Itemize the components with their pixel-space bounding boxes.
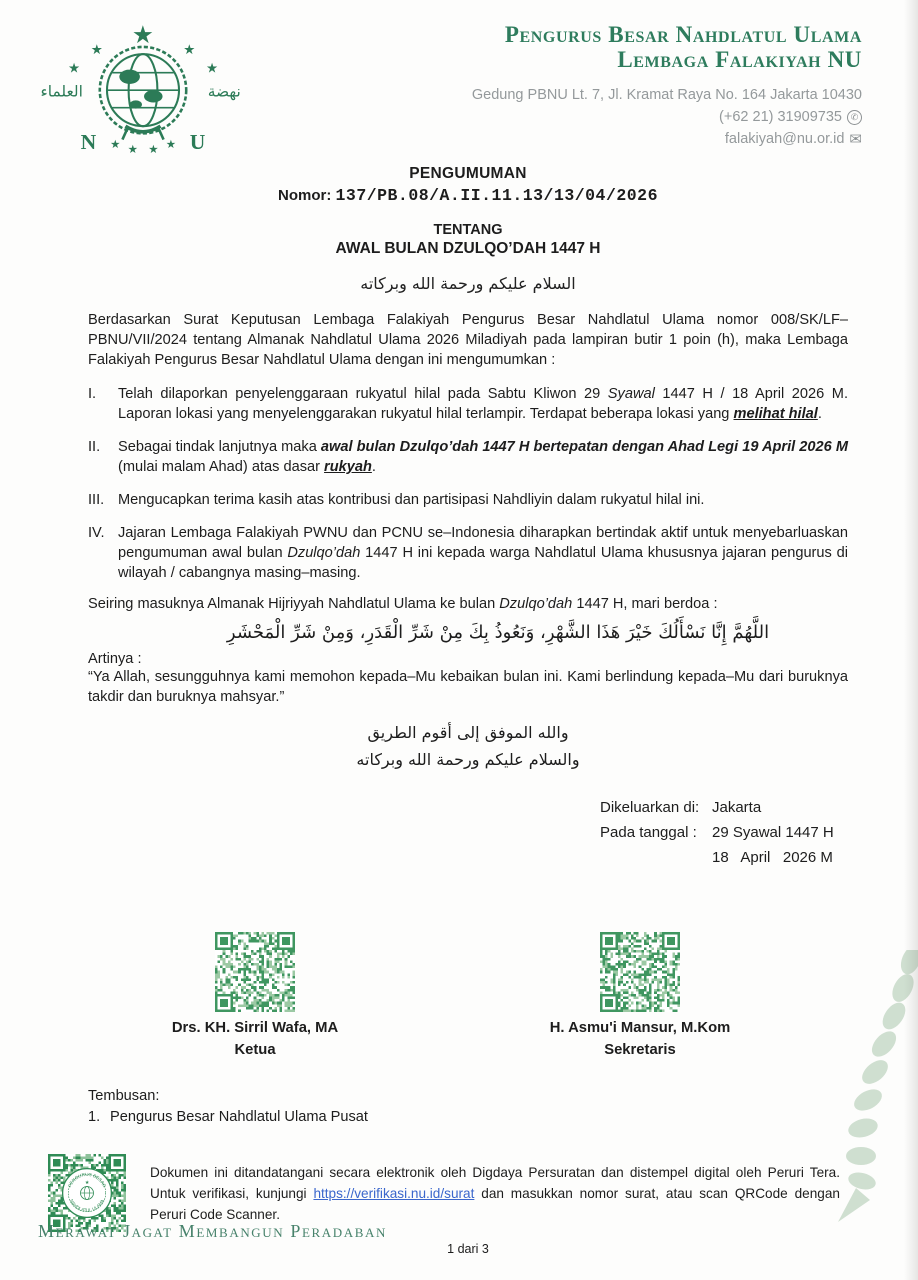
svg-text:★: ★ xyxy=(205,60,218,76)
item-text: Mengucapkan terima kasih atas kontribusi dan partisipasi Nahdliyin dalam rukyatul hilal ini. xyxy=(118,492,705,508)
logo-letter-u: U xyxy=(189,129,206,154)
issued-date-label: Pada tanggal : xyxy=(600,824,697,841)
item-roman-numeral: IV. xyxy=(88,525,105,541)
svg-text:★: ★ xyxy=(148,143,159,156)
stamp-ring-top-text: PENGURUS BESAR xyxy=(67,1171,107,1189)
stamp-ring-bottom-text: NAHDLATUL ULAMA xyxy=(68,1198,106,1213)
svg-text:★: ★ xyxy=(84,1181,90,1187)
list-item xyxy=(88,523,848,583)
title-block xyxy=(88,165,848,258)
signature-qr-code xyxy=(600,932,680,1012)
phone-icon: ✆ xyxy=(847,110,862,125)
nu-logo xyxy=(30,14,266,161)
verification-link[interactable]: https://verifikasi.nu.id/surat xyxy=(313,1186,475,1201)
closing-arabic xyxy=(88,719,848,773)
signatory-name: Drs. KH. Sirril Wafa, MA xyxy=(171,1020,339,1036)
subject-line: AWAL BULAN DZULQO’DAH 1447 H xyxy=(335,240,601,257)
about-label: TENTANG xyxy=(433,222,503,238)
logo-arabic-left: العلماء xyxy=(40,82,83,101)
meaning-label: Artinya : xyxy=(88,651,142,667)
closing-arabic-tawfiq: والله الموفق إلى أقوم الطريق xyxy=(367,723,569,742)
dua-arabic: اللَّهُمَّ إِنَّا نَسْأَلُكَ خَيْرَ هَذَا الشَّهْرِ، وَنَعُوذُ بِكَ مِنْ شَرِّ الْقَدَرِ، وَمِنْ شَرِّ الْمَحْشَرِ xyxy=(226,622,770,643)
logo-letter-n: N xyxy=(80,129,97,154)
item-roman-numeral: III. xyxy=(88,492,105,508)
svg-text:★: ★ xyxy=(68,60,81,76)
issued-date-masehi: 18 April 2026 M xyxy=(712,849,833,866)
opening-paragraph: Berdasarkan Surat Keputusan Lembaga Falakiyah Pengurus Besar Nahdlatul Ulama nomor 008/SK/LF–PBNU/VII/2024 tentang Almanak Nahdlatul Ulama 2026 Miladiyah pada lampiran butir 1 poin (h), maka Lembaga Falakiyah Pengurus Besar Nahdlatul Ulama dengan ini mengumumkan : xyxy=(88,312,848,368)
page-indicator: 1 dari 3 xyxy=(447,1242,489,1256)
item-text: Sebagai tindak lanjutnya maka awal bulan Dzulqo’dah 1447 H bertepatan dengan Ahad Legi 19 April 2026 M (mulai malam Ahad) atas dasar rukyah. xyxy=(118,439,848,475)
email-icon: ✉ xyxy=(849,130,862,148)
item-roman-numeral: II. xyxy=(88,439,101,455)
svg-text:★: ★ xyxy=(110,138,121,151)
email-line xyxy=(725,128,862,150)
logo-arabic-right: نهضة xyxy=(207,82,241,101)
verification-text: Dokumen ini ditandatangani secara elektronik oleh Digdaya Persuratan dan distempel digital oleh Peruri Tera. Untuk verifikasi, kunjungi https://verifikasi.nu.id/surat dan masukkan nomor surat, atau scan QRCode dengan Peruri Code Scanner. xyxy=(150,1165,840,1222)
svg-text:★: ★ xyxy=(127,143,138,156)
number-label: Nomor: xyxy=(278,187,332,204)
item-text: Jajaran Lembaga Falakiyah PWNU dan PCNU se–Indonesia diharapkan bertindak aktif untuk menyebarluaskan pengumuman awal bulan Dzulqo’dah 1447 H ini kepada warga Nahdlatul Ulama khususnya jajaran pengurus di wilayah / cabangnya masing–masing. xyxy=(118,525,848,581)
issued-date-hijri: 29 Syawal 1447 H xyxy=(712,824,834,841)
signatory-ketua xyxy=(145,932,365,1058)
motto: Merawat Jagat Membangun Peradaban xyxy=(38,1221,388,1241)
tembusan-item-number: 1. xyxy=(88,1109,101,1125)
announcement-number-line xyxy=(88,186,848,205)
signatory-name: H. Asmu'i Mansur, M.Kom xyxy=(549,1020,731,1036)
peruri-stamp-seal xyxy=(61,1167,113,1219)
signature-row xyxy=(88,932,848,1058)
issued-place: Jakarta xyxy=(712,799,762,816)
item-text: Telah dilaporkan penyelenggaraan rukyatul hilal pada Sabtu Kliwon 29 Syawal 1447 H / 18 April 2026 M. Laporan lokasi yang menyelenggarakan rukyatul hilal terlampir. Terdapat beberapa lokasi yang melihat hilal. xyxy=(118,386,848,422)
item-roman-numeral: I. xyxy=(88,386,97,402)
dua-invite: Seiring masuknya Almanak Hijriyyah Nahdlatul Ulama ke bulan Dzulqo’dah 1447 H, mari berdoa : xyxy=(88,596,718,612)
signature-qr-code xyxy=(215,932,295,1012)
opening-salam-arabic: السلام عليكم ورحمة الله وبركاته xyxy=(360,274,576,293)
tembusan-item xyxy=(88,1107,848,1128)
announcement-number: 137/PB.08/A.II.11.13/13/04/2026 xyxy=(335,186,658,205)
tembusan-block xyxy=(88,1086,848,1128)
signatory-role: Ketua xyxy=(234,1042,276,1058)
tembusan-label: Tembusan: xyxy=(88,1088,160,1104)
signatory-role: Sekretaris xyxy=(604,1042,676,1058)
photo-page-edge xyxy=(904,0,918,1280)
list-item xyxy=(88,384,848,424)
svg-text:★: ★ xyxy=(165,138,176,151)
closing-salam-arabic: والسلام عليكم ورحمة الله وبركاته xyxy=(356,750,580,769)
org-name-line2: Lembaga Falakiyah NU xyxy=(617,47,862,72)
org-name-line1: Pengurus Besar Nahdlatul Ulama xyxy=(504,22,862,47)
letterhead xyxy=(0,0,918,161)
list-item xyxy=(88,437,848,477)
announcement-heading: PENGUMUMAN xyxy=(409,165,527,182)
meaning-text: “Ya Allah, sesungguhnya kami memohon kepada–Mu kebaikan bulan ini. Kami berlindung kepada–Mu dari buruknya takdir dan buruknya mahsyar.” xyxy=(88,669,848,705)
email-address: falakiyah@nu.or.id xyxy=(724,131,845,147)
address-line: Gedung PBNU Lt. 7, Jl. Kramat Raya No. 164 Jakarta 10430 xyxy=(471,87,862,103)
announcement-items xyxy=(88,384,848,583)
list-item xyxy=(88,490,848,510)
svg-text:★: ★ xyxy=(183,42,196,58)
issued-place-label: Dikeluarkan di: xyxy=(600,799,700,816)
issued-block xyxy=(600,795,848,870)
tembusan-item-text: Pengurus Besar Nahdlatul Ulama Pusat xyxy=(110,1109,368,1125)
logo-star-top: ★ xyxy=(131,21,155,49)
signatory-sekretaris xyxy=(530,932,750,1058)
phone-line xyxy=(719,106,862,128)
svg-text:★: ★ xyxy=(90,42,103,58)
phone-number: (+62 21) 31909735 xyxy=(719,109,842,125)
